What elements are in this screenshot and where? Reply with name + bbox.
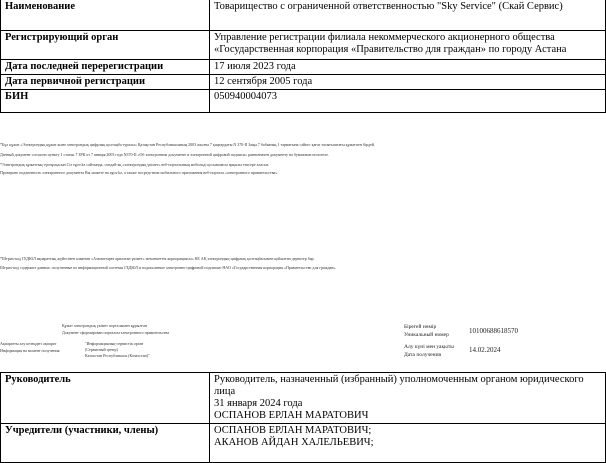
field-value: 17 июля 2023 года	[210, 60, 606, 75]
receipt-date-label-ru: Дата получения	[404, 352, 442, 358]
service-center-line1: "Информациялық-сервистік орган	[85, 341, 144, 346]
management-table	[0, 372, 606, 463]
manager-date: 31 января 2024 года	[214, 398, 303, 409]
service-center-line2: (Сервисный центр)	[85, 347, 118, 352]
field-value	[210, 373, 606, 424]
manager-name: ОСПАНОВ ЕРЛАН МАРАТОВИЧ	[214, 410, 369, 421]
registration-table	[0, 0, 606, 113]
legal-note-kz-2: *Электрондық құжаттың түпнұсқасын Сіз egov.kz сайтында, сондай-ақ «электрондық үкімет» веб-порталының мобильді қосымшасы арқылы тексере аласыз.	[0, 162, 270, 167]
field-value: 12 сентября 2005 года	[210, 75, 606, 90]
unique-number: 10100688618570	[469, 327, 518, 335]
manager-role: Руководитель, назначенный (избранный) уполномоченным органом юридического лица	[214, 374, 584, 397]
field-value	[210, 424, 606, 463]
barcode-note-ru: Штрих-код содержит данные, полученные из информационной системы ГБДЮЛ и подписанные электронно-цифровой подписью НАО «Государственная корпорация «Правительство для граждан».	[0, 265, 337, 270]
unique-number-label-ru: Уникальный номер	[404, 332, 449, 338]
field-value: 050940004073	[210, 90, 606, 113]
table-row	[1, 0, 606, 31]
info-time-ru: Информация на момент получения	[0, 348, 60, 353]
field-label: Учредители (участники, члены)	[1, 424, 210, 463]
barcode-note-kz: *Штрих-код ГБДЮЛ ақпараттық жүйесінен алынған «Азаматтарға арналған үкімет» мемлекеттік корпорациясы» КЕ АҚ электрондық-цифрлық қолтаңбасымен қойылған деректер бар.	[0, 256, 315, 261]
table-row	[1, 75, 606, 90]
unique-number-label-kz: Бірегей нөмір	[404, 324, 437, 330]
field-label: Дата последней перерегистрации	[1, 60, 210, 75]
info-time-kz: Ақпаратты алу кезеңдегі ақпарат	[0, 341, 57, 346]
portal-label-kz: Құжат электрондық үкімет порталымен құрылған	[62, 323, 147, 328]
field-value: Управление регистрации филиала некоммерческого акционерного общества «Государственная корпорация «Правительство для граждан» по городу Астана	[210, 31, 606, 60]
table-row	[1, 90, 606, 113]
field-label: Руководитель	[1, 373, 210, 424]
field-value: Товарищество с ограниченной ответственностью "Sky Service" (Скай Сервис)	[210, 0, 606, 31]
service-center-line3: Казахстан Республикасы (Казахстан)"	[85, 353, 150, 358]
field-label: Регистрирующий орган	[1, 31, 210, 60]
field-label: БИН	[1, 90, 210, 113]
legal-note-kz-1: *Бұл құжат «Электрондық құжат және электрондық цифрлық қолтаңба туралы» Қазақстан Республикасының 2003 жылғы 7 қаңтардағы N 370-II Заңы 7 бабының 1 тармағына сәйкес қағаз тасығыштағы құжатпен бірдей.	[0, 142, 375, 147]
table-row	[1, 31, 606, 60]
table-row	[1, 424, 606, 463]
portal-label-ru: Документ сформирован порталом электронного правительства	[62, 330, 170, 335]
table-row	[1, 373, 606, 424]
founder-name: ОСПАНОВ ЕРЛАН МАРАТОВИЧ;	[214, 425, 372, 436]
receipt-date: 14.02.2024	[469, 346, 501, 354]
founder-name: АКАНОВ АЙДАН ХАЛЕЛЬЕВИЧ;	[214, 437, 374, 448]
field-label: Наименование	[1, 0, 210, 31]
legal-note-ru-1: Данный документ согласно пункту 1 статьи 7 ЗРК от 7 января 2003 года N370-II «Об электронном документе и электронной цифровой подписи» равнозначен документу на бумажном носителе.	[0, 152, 329, 157]
table-row	[1, 60, 606, 75]
receipt-date-label-kz: Алу күні мен уақыты	[404, 344, 454, 350]
field-label: Дата первичной регистрации	[1, 75, 210, 90]
legal-note-ru-2: Проверить подлинность электронного документа Вы можете на egov.kz, а также посредством мобильного приложения веб-портала «электронного правительства».	[0, 170, 279, 175]
